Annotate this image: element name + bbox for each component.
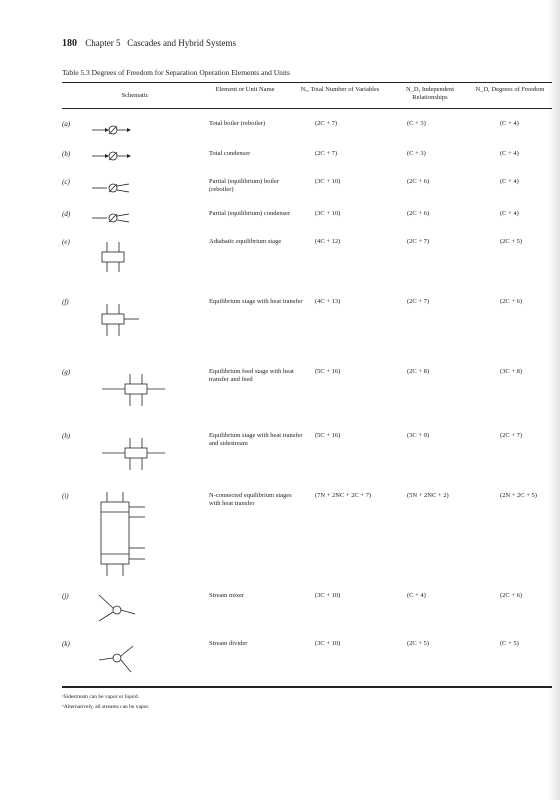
row-label: (a) xyxy=(62,120,71,128)
total-variables: (4C + 13) xyxy=(315,298,341,305)
stream-mixer-schematic xyxy=(77,590,167,630)
independent-relationships: (3C + 9) xyxy=(407,432,430,439)
degrees-of-freedom: (2N + 2C + 5) xyxy=(500,492,537,499)
element-name: Adiabatic equilibrium stage xyxy=(209,238,282,245)
row-label: (h) xyxy=(62,432,71,440)
total-variables: (3C + 10) xyxy=(315,178,341,185)
row-label: (k) xyxy=(62,640,70,648)
stream-divider-schematic xyxy=(77,638,167,678)
independent-relationships: (C + 3) xyxy=(407,150,426,157)
total-variables: (4C + 12) xyxy=(315,238,341,245)
row-label: (c) xyxy=(62,178,70,186)
footnote-b: ᵇAlternatively, all streams can be vapor. xyxy=(62,704,150,710)
element-name: N-connected equilibrium stages with heat transfer xyxy=(209,492,292,507)
feed-stage-schematic xyxy=(77,366,187,416)
element-name: Equilibrium stage with heat transfer and sidestream xyxy=(209,432,303,447)
n-stage-cascade-schematic xyxy=(77,490,187,580)
element-name: Total boiler (reboiler) xyxy=(209,120,266,127)
total-variables: (3C + 10) xyxy=(315,592,341,599)
total-boiler-schematic xyxy=(77,118,167,140)
col-name: Element or Unit Name xyxy=(215,86,275,93)
degrees-of-freedom: (3C + 8) xyxy=(500,368,523,375)
row-label: (g) xyxy=(62,368,71,376)
chapter-label: Chapter 5 xyxy=(85,38,121,48)
row-label: (j) xyxy=(62,592,69,600)
page-number: 180 xyxy=(62,38,77,49)
independent-relationships: (C + 4) xyxy=(407,592,426,599)
independent-relationships: (2C + 6) xyxy=(407,210,430,217)
total-variables: (2C + 7) xyxy=(315,150,338,157)
independent-relationships: (5N + 2NC + 2) xyxy=(407,492,449,499)
adiabatic-stage-schematic xyxy=(77,236,167,284)
total-variables: (3C + 10) xyxy=(315,210,341,217)
col-schematic: Schematic xyxy=(121,92,149,99)
chapter-title: Cascades and Hybrid Systems xyxy=(127,38,236,48)
row-label: (d) xyxy=(62,210,71,218)
element-name: Equilibrium feed stage with heat transfer and feed xyxy=(209,368,294,383)
table-header-rule xyxy=(62,108,552,109)
independent-relationships: (2C + 7) xyxy=(407,298,430,305)
total-variables: (2C + 7) xyxy=(315,120,338,127)
degrees-of-freedom: (C + 4) xyxy=(500,210,519,217)
partial-boiler-schematic xyxy=(77,176,167,198)
degrees-of-freedom: (2C + 6) xyxy=(500,592,523,599)
total-variables: (7N + 2NC + 2C + 7) xyxy=(315,492,372,499)
element-name: Partial (equilibrium) condenser xyxy=(209,210,291,217)
total-variables: (3C + 10) xyxy=(315,640,341,647)
independent-relationships: (2C + 7) xyxy=(407,238,430,245)
degrees-of-freedom: (C + 4) xyxy=(500,120,519,127)
col-nr: N_D, Independent Relationships xyxy=(405,86,454,101)
page-edge-shadow xyxy=(548,0,560,800)
element-name: Partial (equilibrium) boiler (reboiler) xyxy=(209,178,280,193)
degrees-of-freedom: (C + 4) xyxy=(500,178,519,185)
total-variables: (5C + 16) xyxy=(315,368,341,375)
element-name: Total condenser xyxy=(209,150,251,157)
degrees-of-freedom: (C + 4) xyxy=(500,150,519,157)
independent-relationships: (2C + 5) xyxy=(407,640,430,647)
degrees-of-freedom: (2C + 6) xyxy=(500,298,523,305)
sidestream-stage-schematic xyxy=(77,430,187,480)
col-nv: Nᵥ, Total Number of Variables xyxy=(300,86,380,93)
element-name: Equilibrium stage with heat transfer xyxy=(209,298,303,305)
degrees-of-freedom: (2C + 7) xyxy=(500,432,523,439)
degrees-of-freedom: (C + 5) xyxy=(500,640,519,647)
row-label: (f) xyxy=(62,298,69,306)
table-top-rule xyxy=(62,82,552,83)
footnote-a: ᵃSidestream can be vapor or liquid. xyxy=(62,694,139,700)
table-bottom-rule xyxy=(62,686,552,688)
running-header xyxy=(62,38,236,49)
total-condenser-schematic xyxy=(77,148,167,170)
heat-transfer-stage-schematic xyxy=(77,296,167,346)
degrees-of-freedom: (2C + 5) xyxy=(500,238,523,245)
col-nd: N_D, Degrees of Freedom xyxy=(475,86,545,93)
total-variables: (5C + 16) xyxy=(315,432,341,439)
independent-relationships: (2C + 8) xyxy=(407,368,430,375)
table-title: Table 5.3 Degrees of Freedom for Separation Operation Elements and Units xyxy=(62,68,290,77)
row-label: (b) xyxy=(62,150,71,158)
partial-condenser-schematic xyxy=(77,208,167,230)
element-name: Stream divider xyxy=(209,640,248,647)
element-name: Stream mixer xyxy=(209,592,245,599)
independent-relationships: (C + 3) xyxy=(407,120,426,127)
independent-relationships: (2C + 6) xyxy=(407,178,430,185)
row-label: (e) xyxy=(62,238,70,246)
row-label: (i) xyxy=(62,492,69,500)
